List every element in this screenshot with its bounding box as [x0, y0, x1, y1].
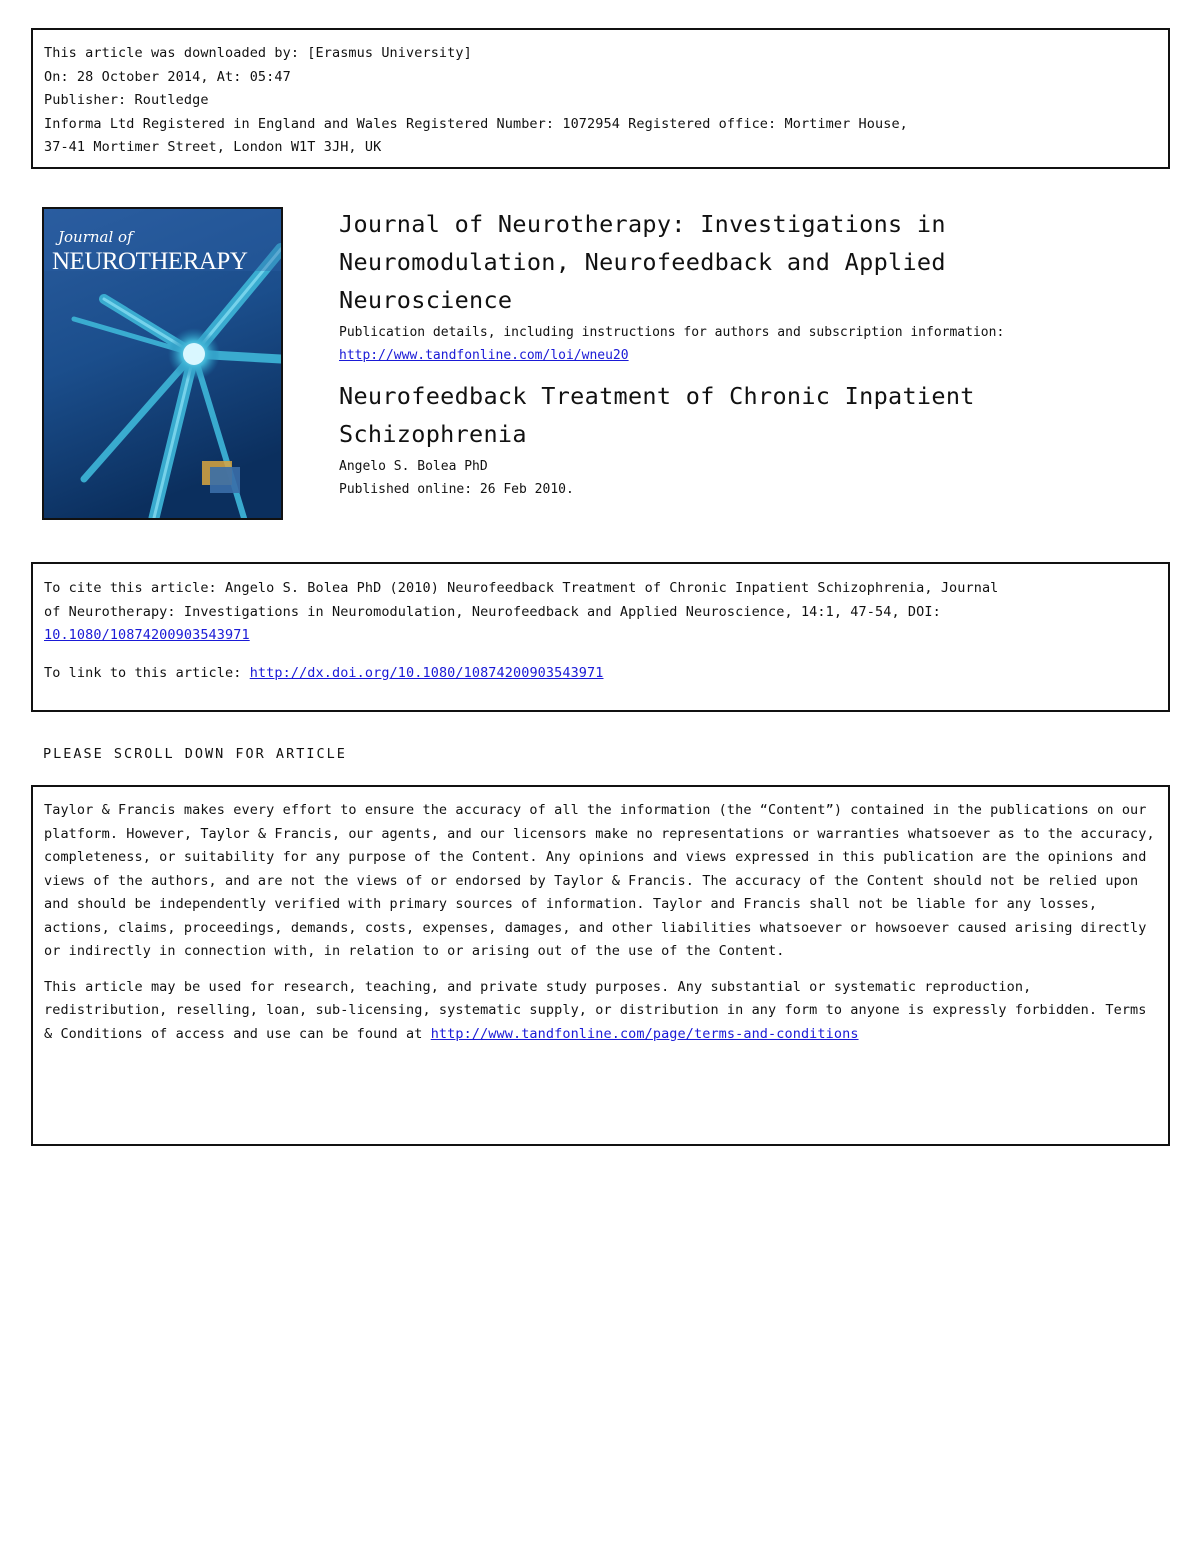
download-line-address: 37-41 Mortimer Street, London W1T 3JH, UK — [44, 139, 382, 155]
disclaimer-paragraph-1: Taylor & Francis makes every effort to ensure the accuracy of all the information (the “Content”) contained in the publications on our platform. However, Taylor & Francis, our agents, and our licensors make no representations or warranties whatsoever as to the accuracy, completeness, or suitability for any purpose of the Content. Any opinions and views expressed in this publication are the opinions and views of the authors, and are not the views of or endorsed by Taylor & Francis. The accuracy of the Content should not be relied upon and should be independently verified with primary sources of information. Taylor and Francis shall not be liable for any losses, actions, claims, proceedings, demands, costs, expenses, damages, and other liabilities whatsoever or howsoever caused arising directly or indirectly in connection with, in relation to or arising out of the use of the Content. — [44, 802, 1155, 959]
download-notice-box — [31, 28, 1170, 169]
cover-title-big: NEUROTHERAPY — [52, 248, 248, 275]
journal-title-line-3: Neuroscience — [339, 286, 513, 314]
journal-url-link[interactable]: http://www.tandfonline.com/loi/wneu20 — [339, 348, 629, 363]
download-line-date: On: 28 October 2014, At: 05:47 — [44, 68, 291, 85]
download-line-publisher: Publisher: Routledge — [44, 92, 209, 108]
disclaimer-terms-text: This article may be used for research, teaching, and private study purposes. Any substantial or systematic reproduction, redistribution, reselling, loan, sub-licensing, systematic supply, or distribution in any form to anyone is expressly forbidden. Terms & Conditions of access and use can be found at — [44, 978, 1147, 1042]
citation-line-2: of Neurotherapy: Investigations in Neuromodulation, Neurofeedback and Applied Neuroscience, 14:1, 47-54, DOI: — [44, 603, 941, 620]
cover-title-small: Journal of — [58, 228, 133, 246]
download-line-institution: This article was downloaded by: [Erasmus University] — [44, 45, 472, 61]
terms-conditions-link[interactable]: http://www.tandfonline.com/page/terms-and-conditions — [430, 1025, 859, 1042]
article-link-label: To link to this article: — [44, 664, 250, 681]
citation-doi-link[interactable]: 10.1080/10874200903543971 — [44, 627, 250, 643]
article-header — [339, 205, 1169, 501]
citation-box — [31, 562, 1170, 712]
article-title-line-1: Neurofeedback Treatment of Chronic Inpatient — [339, 382, 975, 410]
article-author: Angelo S. Bolea PhD — [339, 459, 488, 474]
journal-title-line-2: Neuromodulation, Neurofeedback and Applied — [339, 248, 946, 276]
disclaimer-paragraph-2 — [44, 976, 1156, 1047]
scroll-down-notice: PLEASE SCROLL DOWN FOR ARTICLE — [43, 746, 347, 762]
journal-title-line-1: Journal of Neurotherapy: Investigations in — [339, 210, 946, 238]
article-link-row — [44, 662, 1158, 686]
citation-line-1: To cite this article: Angelo S. Bolea PhD (2010) Neurofeedback Treatment of Chronic Inpatient Schizophrenia, Journal — [44, 580, 999, 596]
publication-details-text: Publication details, including instructions for authors and subscription information: — [339, 325, 1005, 340]
download-line-registered: Informa Ltd Registered in England and Wales Registered Number: 1072954 Registered office: Mortimer House, — [44, 115, 908, 132]
article-title-line-2: Schizophrenia — [339, 420, 527, 448]
journal-cover-image — [42, 207, 283, 520]
article-link-url[interactable]: http://dx.doi.org/10.1080/10874200903543971 — [249, 664, 604, 681]
disclaimer-box — [31, 785, 1170, 1146]
article-published-date: Published online: 26 Feb 2010. — [339, 482, 574, 497]
